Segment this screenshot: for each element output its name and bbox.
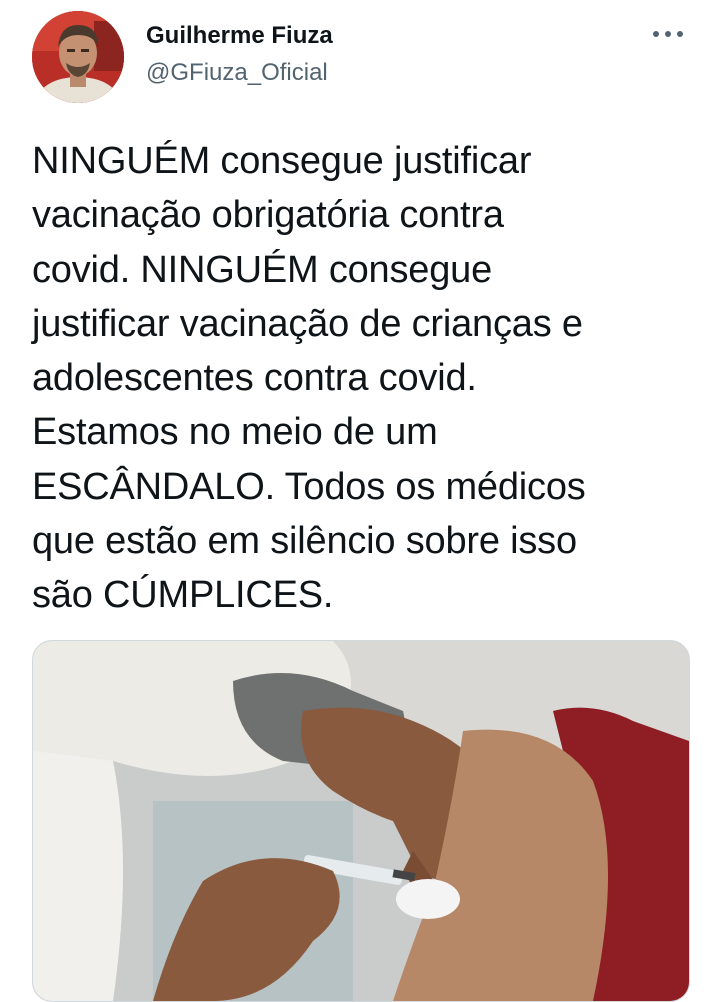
author-handle[interactable]: @GFiuza_Oficial (146, 59, 328, 86)
avatar[interactable] (32, 11, 124, 103)
more-options-icon (651, 30, 685, 38)
more-options-button[interactable] (646, 20, 690, 48)
tweet-photo[interactable] (32, 640, 690, 1002)
tweet-text: NINGUÉM consegue justificar vacinação obrigatória contra covid. NINGUÉM consegue justificar vacinação de crianças e adolescentes contra covid. Estamos no meio de um ESCÂNDALO. Todos os médicos que estão em silêncio sobre isso são CÚMPLICES. (32, 140, 586, 617)
author-name[interactable]: Guilherme Fiuza (146, 22, 333, 49)
